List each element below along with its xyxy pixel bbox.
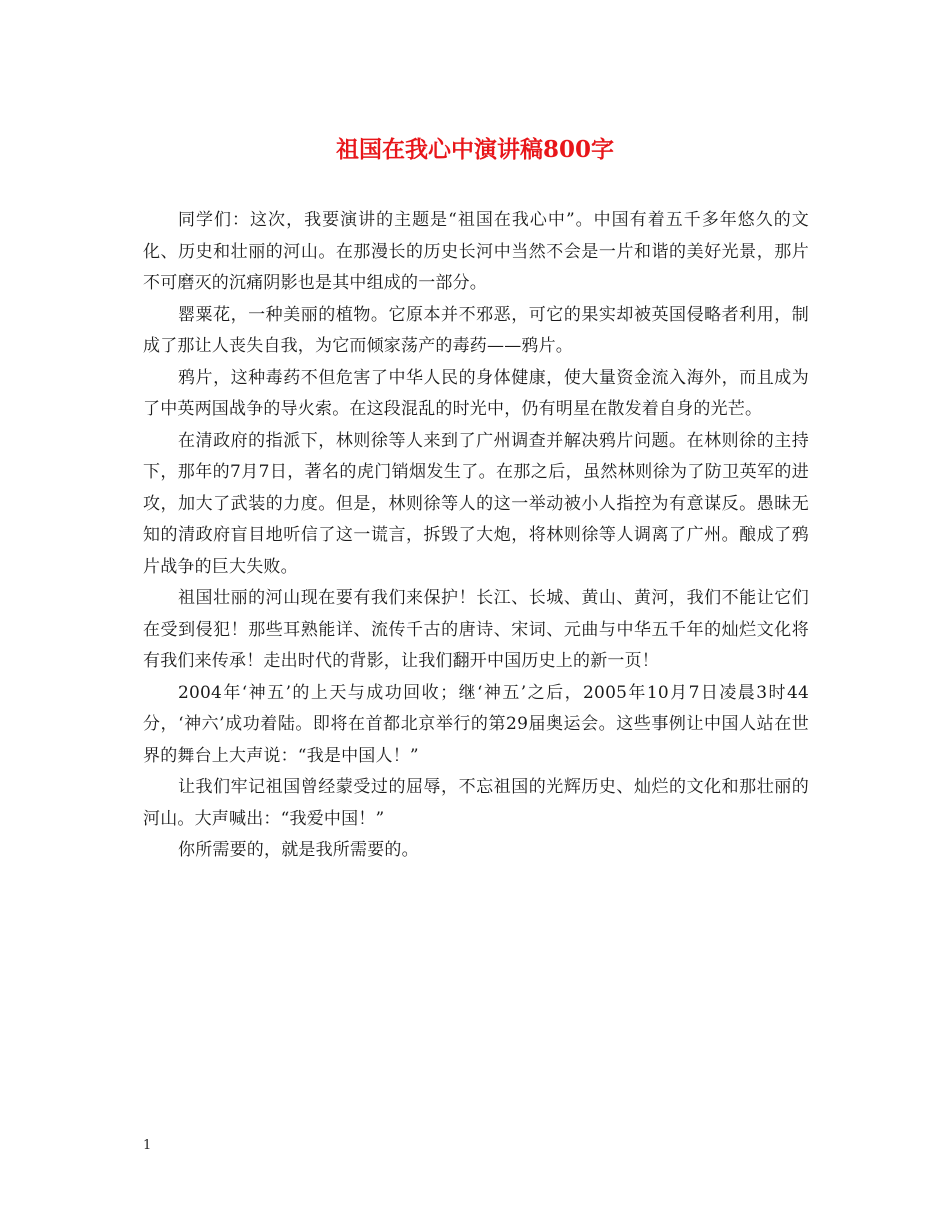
paragraph-2: 罂粟花，一种美丽的植物。它原本并不邪恶，可它的果实却被英国侵略者利用，制成了那让人丧失自我，为它而倾家荡产的毒药——鸦片。 xyxy=(143,304,809,356)
document-title: 祖国在我心中演讲稿800字 xyxy=(335,136,614,163)
paragraph-5: 祖国壮丽的河山现在要有我们来保护！长江、长城、黄山、黄河，我们不能让它们在受到侵犯！那些耳熟能详、流传千古的唐诗、宋词、元曲与中华五千年的灿烂文化将有我们来传承！走出时代的背影，让我们翻开中国历史上的新一页！ xyxy=(143,588,809,671)
paragraph-3: 鸦片，这种毒药不但危害了中华人民的身体健康，使大量资金流入海外，而且成为了中英两国战争的导火索。在这段混乱的时光中，仍有明星在散发着自身的光芒。 xyxy=(143,367,809,419)
paragraph-6: 2004年‘神五’的上天与成功回收；继‘神五’之后，2005年10月7日凌晨3时44分，‘神六’成功着陆。即将在首都北京举行的第29届奥运会。这些事例让中国人站在世界的舞台上大声说：“我是中国人！” xyxy=(143,682,809,766)
paragraph-8: 你所需要的，就是我所需要的。 xyxy=(178,840,419,860)
paragraph-7: 让我们牢记祖国曾经蒙受过的屈辱，不忘祖国的光辉历史、灿烂的文化和那壮丽的河山。大声喊出：“我爱中国！” xyxy=(143,777,809,829)
page-number: 1 xyxy=(143,1138,152,1153)
paragraph-1: 同学们：这次，我要演讲的主题是“祖国在我心中”。中国有着五千多年悠久的文化、历史和壮丽的河山。在那漫长的历史长河中当然不会是一片和谐的美好光景，那片不可磨灭的沉痛阴影也是其中组成的一部分。 xyxy=(143,210,809,293)
paragraph-4: 在清政府的指派下，林则徐等人来到了广州调查并解决鸦片问题。在林则徐的主持下，那年的7月7日，著名的虎门销烟发生了。在那之后，虽然林则徐为了防卫英军的进攻，加大了武装的力度。但是，林则徐等人的这一举动被小人指控为有意谋反。愚昧无知的清政府盲目地听信了这一谎言，拆毁了大炮，将林则徐等人调离了广州。酿成了鸦片战争的巨大失败。 xyxy=(143,430,809,577)
document-body xyxy=(143,205,809,867)
